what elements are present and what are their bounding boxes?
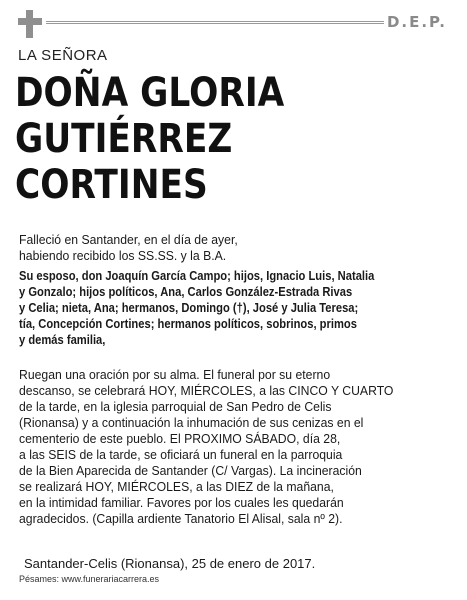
family-line: y Gonzalo; hijos políticos, Ana, Carlos González-Estrada Rivas	[19, 284, 353, 299]
service-line: Ruegan una oración por su alma. El funeral por su eterno	[19, 367, 331, 382]
service-line: de la Bien Aparecida de Santander (C/ Vargas). La incineración	[19, 463, 362, 478]
family-line: y Celia; nieta, Ana; hermanos, Domingo (†), José y Julia Teresa;	[19, 300, 359, 315]
service-line: cementerio de este pueblo. El PROXIMO SÁBADO, día 28,	[19, 431, 341, 446]
cross-icon	[18, 10, 42, 38]
service-line: en la intimidad familiar. Favores por los cuales les quedarán	[19, 495, 344, 510]
name-line: GUTIÉRREZ	[15, 116, 233, 162]
place-date: Santander-Celis (Rionansa), 25 de enero de 2017.	[24, 556, 316, 571]
service-paragraph	[19, 367, 425, 527]
service-line: de la tarde, en la iglesia parroquial de San Pedro de Celis	[19, 399, 332, 414]
family-paragraph	[19, 268, 423, 348]
deceased-name	[15, 70, 393, 208]
title-prefix: LA SEÑORA	[18, 47, 108, 64]
condolences-link: Pésames: www.funerariacarrera.es	[19, 574, 160, 584]
header-divider	[46, 21, 384, 24]
service-line: agradecidos. (Capilla ardiente Tanatorio El Alisal, sala nº 2).	[19, 511, 343, 526]
intro-paragraph	[19, 232, 425, 264]
service-line: a las SEIS de la tarde, se oficiará un funeral en la parroquia	[19, 447, 343, 462]
intro-line: Falleció en Santander, en el día de ayer,	[19, 232, 238, 247]
service-line: (Rionansa) y a continuación la inhumación de sus cenizas en el	[19, 415, 364, 430]
intro-line: habiendo recibido los SS.SS. y la B.A.	[19, 248, 227, 263]
service-line: descanso, se celebrará HOY, MIÉRCOLES, a las CINCO Y CUARTO	[19, 383, 394, 398]
family-line: Su esposo, don Joaquín García Campo; hijos, Ignacio Luis, Natalia	[19, 268, 375, 283]
family-line: y demás familia,	[19, 332, 106, 347]
service-line: se realizará HOY, MIÉRCOLES, a las DIEZ de la mañana,	[19, 479, 334, 494]
dep-label: D.E.P.	[386, 13, 447, 31]
name-line: DOÑA GLORIA	[15, 70, 285, 116]
family-line: tía, Concepción Cortines; hermanos políticos, sobrinos, primos	[19, 316, 357, 331]
name-line: CORTINES	[15, 162, 208, 208]
